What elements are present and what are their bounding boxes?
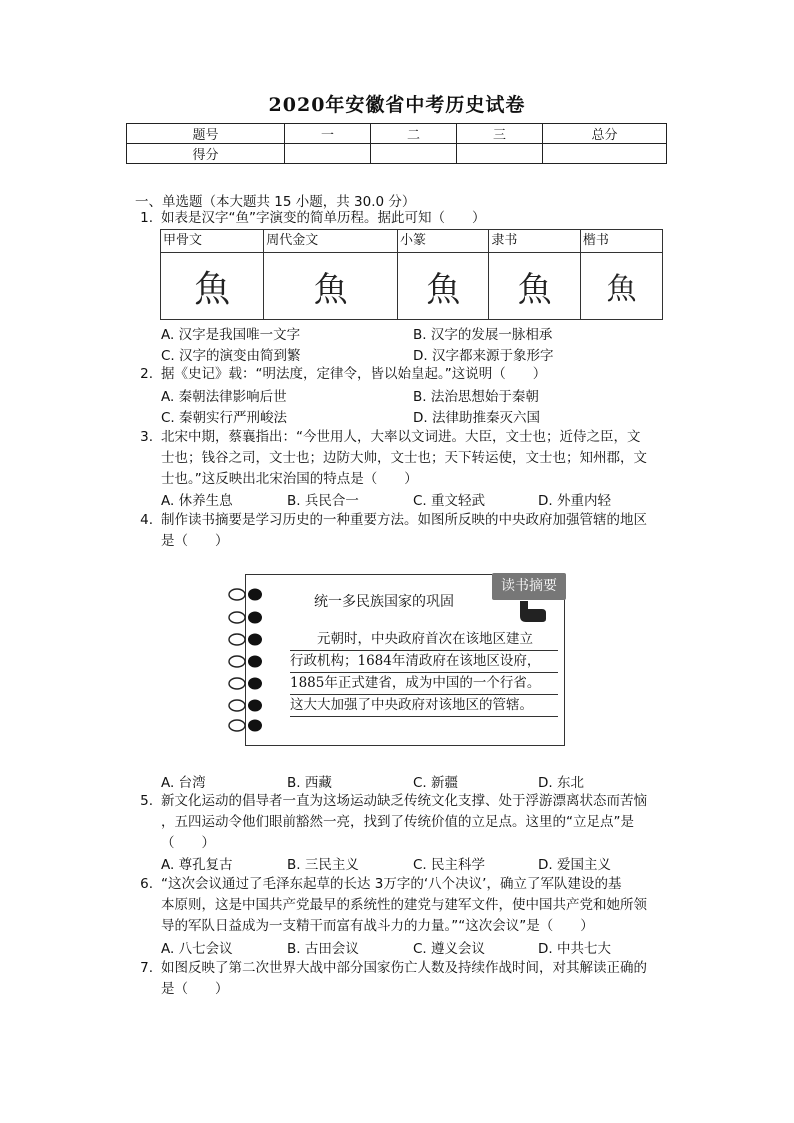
question-text-line: 是（ ） [161,981,229,997]
option-c[interactable]: C. 重文轻武 [413,493,486,509]
spiral-ring-icon [228,610,264,625]
option-b[interactable]: B. 法治思想始于秦朝 [413,389,539,405]
score-cell [371,144,457,164]
question-number: 3. [140,429,153,445]
question-number: 7. [140,960,153,976]
oracle-bone-glyph: 魚 [194,268,231,310]
bronze-glyph: 魚 [313,269,348,310]
option-b[interactable]: B. 兵民合一 [287,493,359,509]
note-line: 行政机构；1684年清政府在该地区设府， [290,651,558,673]
note-line: 这大大加强了中央政府对该地区的管辖。 [290,695,558,717]
score-cell [543,144,667,164]
clerical-glyph: 魚 [517,269,552,310]
reading-note-figure [245,574,565,746]
option-c[interactable]: C. 民主科学 [413,857,486,873]
note-heading: 统一多民族国家的巩固 [314,594,454,610]
option-d[interactable]: D. 法律助推秦灭六国 [413,410,540,426]
option-c[interactable]: C. 秦朝实行严刑峻法 [161,410,288,426]
option-b[interactable]: B. 汉字的发展一脉相承 [413,327,553,343]
score-table [126,123,667,164]
option-a[interactable]: A. 八七会议 [161,941,233,957]
option-a[interactable]: A. 汉字是我国唯一文字 [161,327,301,343]
question-text-line: 是（ ） [161,533,229,549]
question-number: 6. [140,876,153,892]
script-style-header: 楷书 [580,230,662,253]
option-b[interactable]: B. 古田会议 [287,941,359,957]
option-d[interactable]: D. 东北 [538,775,584,791]
seal-glyph: 魚 [426,269,461,310]
option-d[interactable]: D. 外重内轻 [538,493,611,509]
question-number: 2. [140,366,153,382]
option-c[interactable]: C. 遵义会议 [413,941,486,957]
score-cell: 得分 [127,144,285,164]
option-a[interactable]: A. 台湾 [161,775,206,791]
question-text-line: 新文化运动的倡导者一直为这场运动缺乏传统文化支撑、处于浮游漂离状态而苦恼 [161,793,647,809]
note-tag: 读书摘要 [492,573,566,600]
spiral-ring-icon [228,676,264,691]
question-number: 1. [140,210,153,226]
option-a[interactable]: A. 尊孔复古 [161,857,233,873]
question-text-line: 如图反映了第二次世界大战中部分国家伤亡人数及持续作战时间，对其解读正确的 [161,960,647,976]
question-number: 5. [140,793,153,809]
hand-pointer-icon [514,599,548,623]
question-text: 如表是汉字“鱼”字演变的简单历程。据此可知（ ） [161,210,486,226]
spiral-ring-icon [228,654,264,669]
note-line: 1885年正式建省，成为中国的一个行省。 [290,673,558,695]
note-line: 元朝时，中央政府首次在该地区建立 [290,629,558,651]
score-cell: 题号 [127,124,285,144]
question-text-line: 士也。”这反映出北宋治国的特点是（ ） [161,471,418,487]
exam-title: 2020年安徽省中考历史试卷 [268,94,526,116]
section-heading: 一、单选题（本大题共 15 小题，共 30.0 分） [135,194,416,210]
spiral-ring-icon [228,632,264,647]
question-text-line: （ ） [161,835,215,851]
option-c[interactable]: C. 新疆 [413,775,459,791]
script-style-header: 甲骨文 [161,230,264,253]
option-d[interactable]: D. 中共七大 [538,941,611,957]
score-cell: 二 [371,124,457,144]
script-style-header: 隶书 [489,230,580,253]
option-d[interactable]: D. 爱国主义 [538,857,611,873]
question-text: 据《史记》载：“明法度，定律令，皆以始皇起。”这说明（ ） [161,366,547,382]
score-cell: 三 [457,124,543,144]
script-style-header: 周代金文 [264,230,398,253]
spiral-ring-icon [228,718,264,733]
question-text-line: 导的军队日益成为一支精干而富有战斗力的力量。”“这次会议”是（ ） [161,918,594,934]
option-a[interactable]: A. 休养生息 [161,493,233,509]
question-text-line: 制作读书摘要是学习历史的一种重要方法。如图所反映的中央政府加强管辖的地区 [161,512,647,528]
score-cell [285,144,371,164]
spiral-ring-icon [228,587,264,602]
option-b[interactable]: B. 三民主义 [287,857,359,873]
option-d[interactable]: D. 汉字都来源于象形字 [413,348,554,364]
regular-glyph: 魚 [606,272,637,307]
script-style-header: 小篆 [397,230,488,253]
spiral-ring-icon [228,698,264,713]
question-text-line: 本原则，这是中国共产党最早的系统性的建党与建军文件，使中国共产党和她所领 [161,897,647,913]
character-evolution-table [160,229,663,320]
question-text-line: 北宋中期，蔡襄指出：“今世用人，大率以文词进。大臣，文士也；近侍之臣，文 [161,429,641,445]
question-text-line: “这次会议通过了毛泽东起草的长达 3万字的‘八个决议’，确立了军队建设的基 [161,876,622,892]
option-b[interactable]: B. 西藏 [287,775,332,791]
question-text-line: 士也；钱谷之司，文士也；边防大帅，文士也；天下转运使，文士也；知州郡，文 [161,450,647,466]
score-cell: 总分 [543,124,667,144]
score-cell [457,144,543,164]
question-number: 4. [140,512,153,528]
option-a[interactable]: A. 秦朝法律影响后世 [161,389,287,405]
score-cell: 一 [285,124,371,144]
option-c[interactable]: C. 汉字的演变由简到繁 [161,348,301,364]
question-text-line: ，五四运动令他们眼前豁然一亮，找到了传统价值的立足点。这里的“立足点”是 [161,814,634,830]
